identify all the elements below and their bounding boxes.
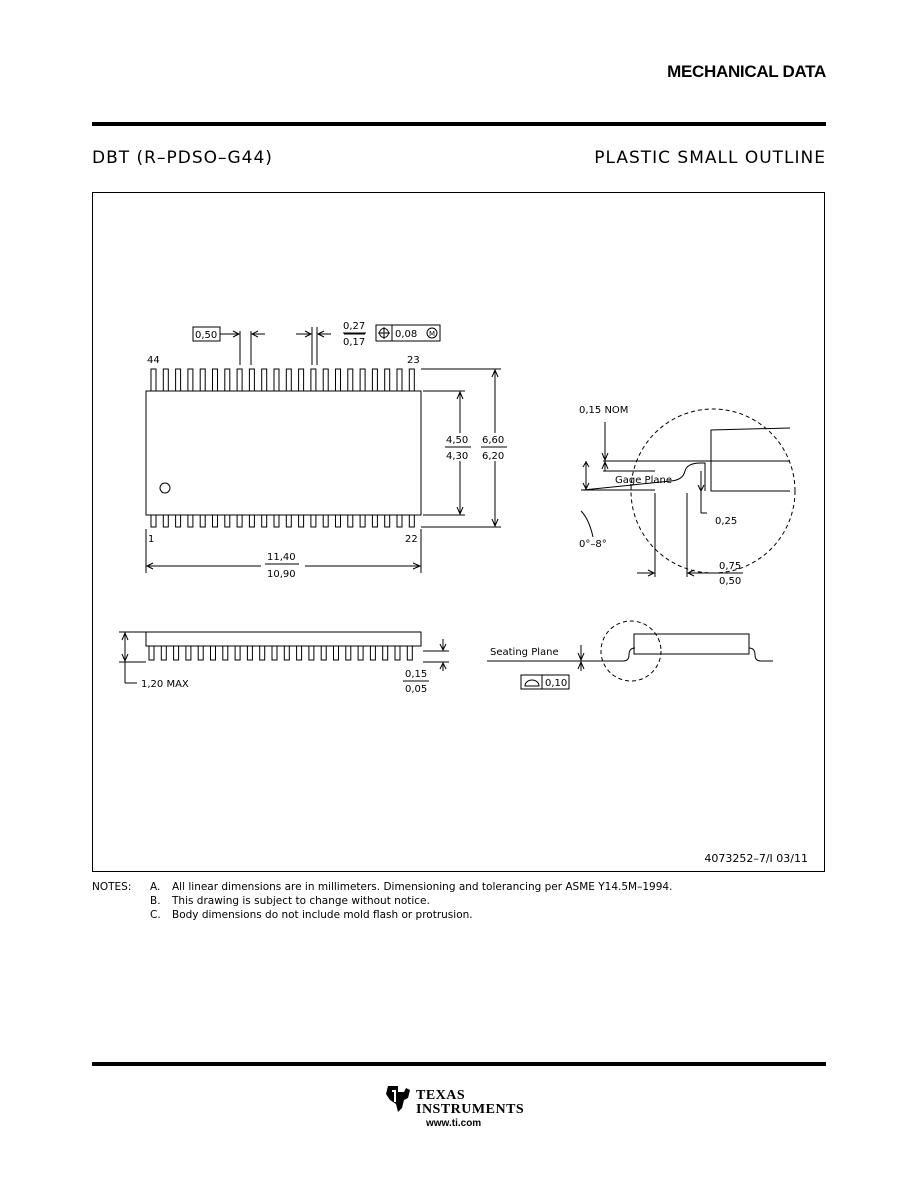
pin1-marker bbox=[160, 483, 170, 493]
package-type: PLASTIC SMALL OUTLINE bbox=[594, 148, 826, 168]
note-b: B. This drawing is subject to change without notice. bbox=[150, 895, 430, 907]
lead bbox=[235, 646, 240, 660]
bottom-rule bbox=[92, 1062, 826, 1066]
mechanical-drawing bbox=[93, 193, 826, 873]
lead bbox=[297, 646, 302, 660]
standoff-min: 0,05 bbox=[405, 684, 428, 695]
lead bbox=[358, 646, 363, 660]
lead bbox=[247, 646, 252, 660]
lead bbox=[311, 369, 316, 391]
lead bbox=[409, 369, 414, 391]
lead bbox=[163, 369, 168, 391]
lead bbox=[274, 369, 279, 391]
package-code: DBT (R–PDSO–G44) bbox=[92, 148, 273, 168]
pin-1-label: 1 bbox=[148, 534, 155, 545]
lead bbox=[360, 515, 365, 527]
lead bbox=[397, 515, 402, 527]
gage-detail bbox=[581, 409, 795, 577]
lead bbox=[151, 369, 156, 391]
lead bbox=[385, 369, 390, 391]
ti-state-icon bbox=[384, 1084, 414, 1114]
lead bbox=[249, 369, 254, 391]
gage-offset-label: 0,25 bbox=[715, 516, 738, 527]
drawing-frame bbox=[92, 192, 825, 872]
lead bbox=[237, 369, 242, 391]
lead bbox=[321, 646, 326, 660]
standoff-max: 0,15 bbox=[405, 669, 428, 680]
lead bbox=[260, 646, 265, 660]
lead bbox=[225, 515, 230, 527]
brand-line2: INSTRUMENTS bbox=[416, 1102, 525, 1117]
lead bbox=[360, 369, 365, 391]
lead bbox=[188, 369, 193, 391]
lead bbox=[299, 369, 304, 391]
lead bbox=[372, 515, 377, 527]
lead bbox=[395, 646, 400, 660]
lead bbox=[409, 515, 414, 527]
lead bbox=[213, 369, 218, 391]
lead bbox=[176, 369, 181, 391]
lead bbox=[163, 515, 168, 527]
foot-length-max: 0,75 bbox=[719, 561, 742, 572]
gage-nom-label: 0,15 NOM bbox=[579, 405, 629, 416]
lead bbox=[346, 646, 351, 660]
lead bbox=[299, 515, 304, 527]
lead bbox=[336, 369, 341, 391]
lead bbox=[200, 369, 205, 391]
lead bbox=[262, 515, 267, 527]
side-view bbox=[119, 632, 449, 683]
angle-label: 0°–8° bbox=[579, 539, 607, 550]
top-leads bbox=[151, 369, 414, 391]
side-leads bbox=[149, 646, 412, 660]
lead bbox=[188, 515, 193, 527]
overall-width-min: 6,20 bbox=[482, 451, 505, 462]
position-tolerance: 0,08 bbox=[395, 329, 418, 340]
top-rule bbox=[92, 122, 826, 126]
lead bbox=[262, 369, 267, 391]
lead bbox=[274, 515, 279, 527]
lead bbox=[223, 646, 228, 660]
lead bbox=[198, 646, 203, 660]
lead bbox=[323, 515, 328, 527]
lead bbox=[211, 646, 216, 660]
lead-width-min: 0,17 bbox=[343, 337, 366, 348]
overall-width-max: 6,60 bbox=[482, 435, 505, 446]
lead bbox=[149, 646, 154, 660]
lead bbox=[249, 515, 254, 527]
lead bbox=[161, 646, 166, 660]
lead bbox=[311, 515, 316, 527]
notes-label: NOTES: bbox=[92, 881, 132, 893]
body-length-min: 10,90 bbox=[267, 569, 296, 580]
lead bbox=[284, 646, 289, 660]
flatness-tolerance: 0,10 bbox=[545, 678, 568, 689]
lead bbox=[225, 369, 230, 391]
lead bbox=[372, 369, 377, 391]
lead-width-max: 0,27 bbox=[343, 321, 366, 332]
lead bbox=[213, 515, 218, 527]
lead bbox=[385, 515, 390, 527]
foot-length-min: 0,50 bbox=[719, 576, 742, 587]
note-a: A. All linear dimensions are in millimeters. Dimensioning and tolerancing per ASME Y14.5M–1994. bbox=[150, 881, 673, 893]
lead bbox=[309, 646, 314, 660]
height-max: 1,20 MAX bbox=[141, 679, 189, 690]
note-c: C. Body dimensions do not include mold flash or protrusion. bbox=[150, 909, 473, 921]
lead bbox=[186, 646, 191, 660]
top-view bbox=[146, 325, 501, 573]
position-modifier: M bbox=[429, 330, 436, 338]
page-title: MECHANICAL DATA bbox=[667, 62, 826, 81]
lead bbox=[286, 369, 291, 391]
lead bbox=[334, 646, 339, 660]
bottom-leads bbox=[151, 515, 414, 527]
body-width-min: 4,30 bbox=[446, 451, 469, 462]
pin-23-label: 23 bbox=[407, 355, 420, 366]
detail-body bbox=[711, 428, 790, 491]
body-width-max: 4,50 bbox=[446, 435, 469, 446]
brand-url: www.ti.com bbox=[426, 1118, 482, 1129]
lead bbox=[348, 369, 353, 391]
lead bbox=[174, 646, 179, 660]
body-length-max: 11,40 bbox=[267, 552, 296, 563]
gage-plane-label: Gage Plane bbox=[615, 475, 672, 486]
pin-22-label: 22 bbox=[405, 534, 418, 545]
brand-line1: TEXAS bbox=[416, 1088, 466, 1103]
ti-logo bbox=[384, 1080, 534, 1130]
drawing-number: 4073252–7/I 03/11 bbox=[704, 852, 808, 865]
lead bbox=[348, 515, 353, 527]
seating-plane-label: Seating Plane bbox=[490, 647, 559, 658]
lead bbox=[272, 646, 277, 660]
lead bbox=[383, 646, 388, 660]
lead bbox=[151, 515, 156, 527]
pitch-label: 0,50 bbox=[195, 330, 218, 341]
lead bbox=[237, 515, 242, 527]
lead bbox=[370, 646, 375, 660]
lead bbox=[286, 515, 291, 527]
pin-44-label: 44 bbox=[147, 355, 160, 366]
package-body bbox=[146, 391, 421, 515]
lead bbox=[176, 515, 181, 527]
lead bbox=[200, 515, 205, 527]
lead bbox=[407, 646, 412, 660]
lead bbox=[397, 369, 402, 391]
lead bbox=[336, 515, 341, 527]
lead bbox=[323, 369, 328, 391]
